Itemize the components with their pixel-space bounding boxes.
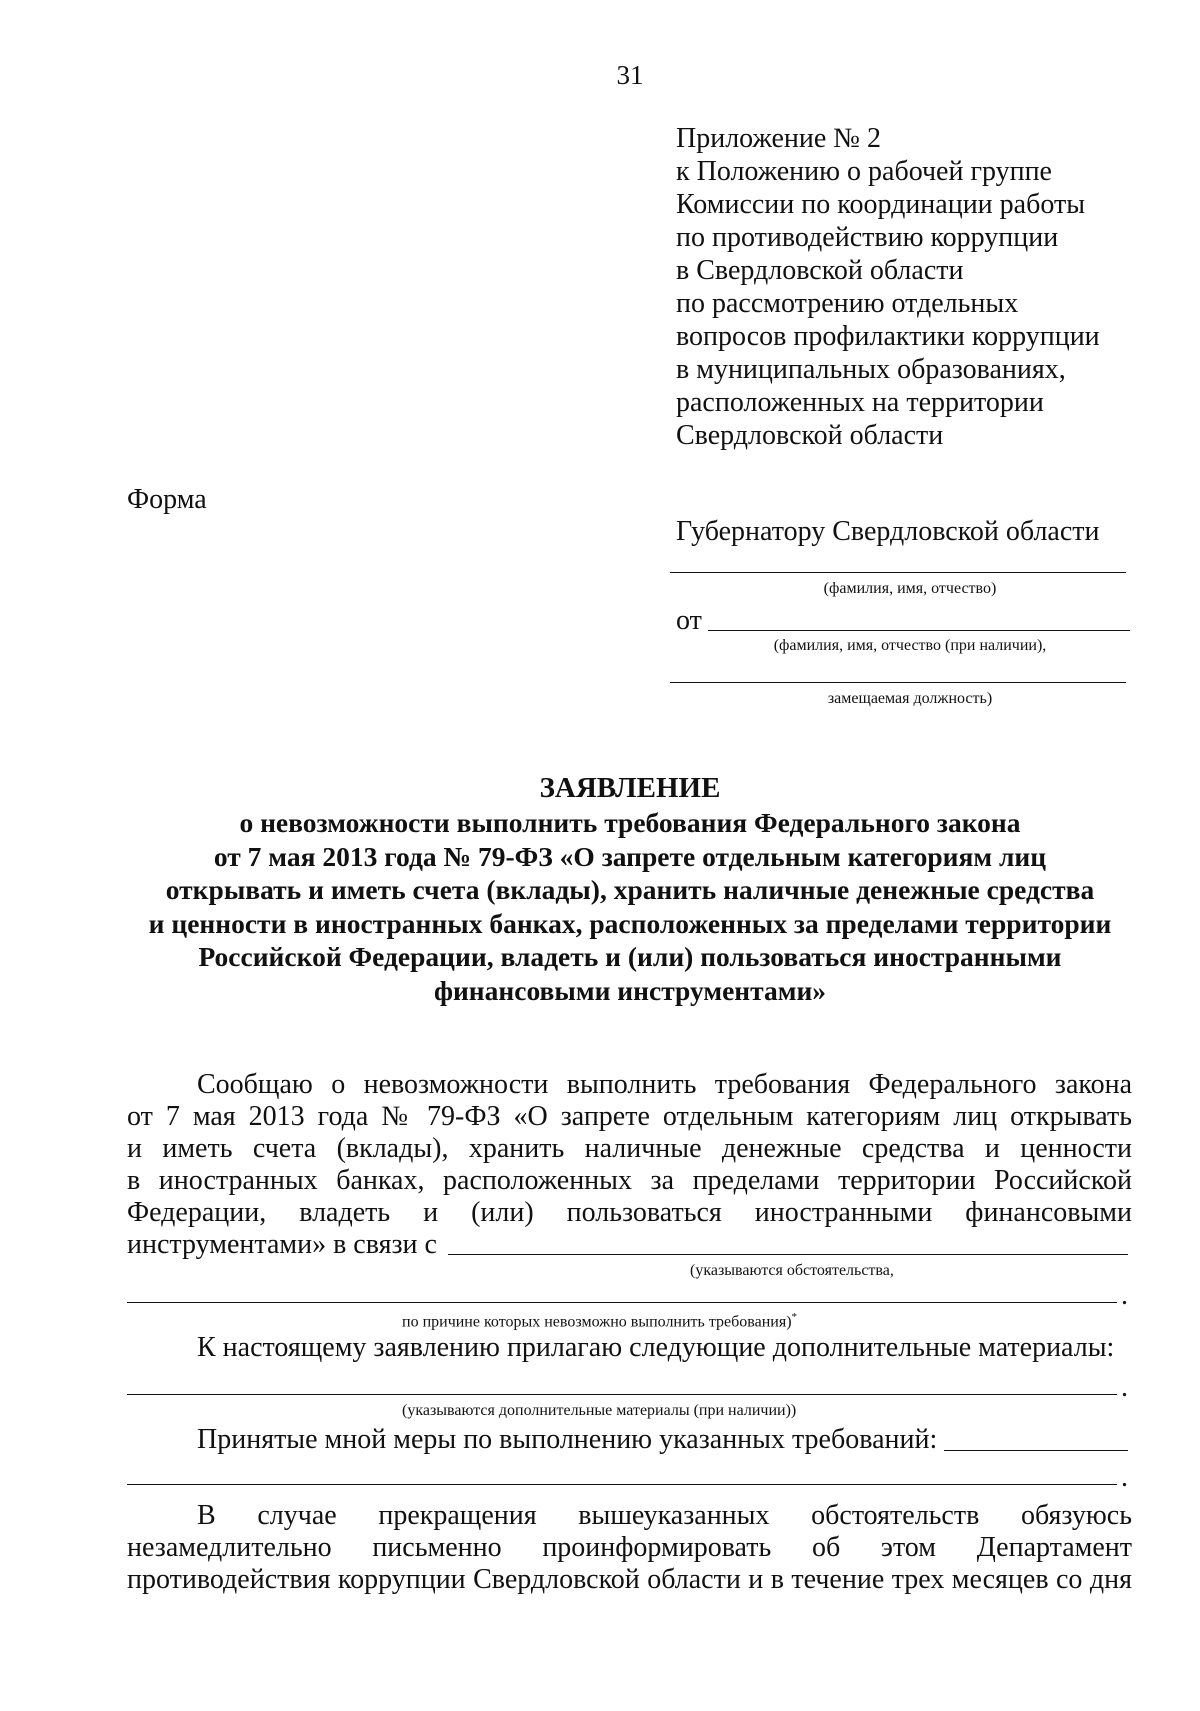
- line-end-dot: .: [1121, 1280, 1128, 1311]
- footnote-mark: *: [791, 1311, 798, 1323]
- appendix-line: в муниципальных образованиях,: [676, 354, 1066, 385]
- caption-materials: (указываются дополнительные материалы (при наличии)): [402, 1402, 797, 1419]
- appendix-line: по противодействию коррупции: [676, 222, 1059, 253]
- subtitle-line: финансовыми инструментами»: [433, 974, 827, 1006]
- circumstances-field-line[interactable]: [448, 1254, 1128, 1255]
- line-end-dot: .: [1121, 1462, 1128, 1493]
- subtitle-line: от 7 мая 2013 года № 79-ФЗ «О запрете отдельным категориям лиц: [213, 840, 1047, 872]
- measures-field-line-2[interactable]: [127, 1484, 1117, 1485]
- body-line: инструментами» в связи с: [127, 1229, 437, 1260]
- circumstances-field-line-2[interactable]: [127, 1302, 1117, 1303]
- body-line: Федерации, владеть и (или) пользоваться иностранными финансовыми: [127, 1197, 1132, 1228]
- caption-reason-text: по причине которых невозможно выполнить требования): [402, 1313, 792, 1331]
- subtitle-line: открывать и иметь счета (вклады), хранить наличные денежные средства: [165, 874, 1095, 905]
- appendix-line: по рассмотрению отдельных: [676, 288, 1019, 319]
- appendix-line: в Свердловской области: [676, 255, 964, 286]
- body-line: противодействия коррупции Свердловской области и в течение трех месяцев со дня: [127, 1564, 1132, 1595]
- caption-reason: [402, 1311, 797, 1331]
- appendix-line: расположенных на территории: [676, 387, 1044, 418]
- measures-field-line[interactable]: [944, 1450, 1128, 1451]
- appendix-line: к Положению о рабочей группе: [676, 156, 1052, 187]
- appendix-block: [676, 122, 1146, 452]
- body-line: в иностранных банках, расположенных за пределами территории Российской: [127, 1165, 1132, 1196]
- materials-field-line[interactable]: [127, 1394, 1117, 1395]
- form-label: Форма: [127, 484, 207, 515]
- body-line: от 7 мая 2013 года № 79-ФЗ «О запрете отдельным категориям лиц открывать: [127, 1101, 1132, 1132]
- caption-circumstances: (указываются обстоятельства,: [690, 1262, 894, 1279]
- caption-from: (фамилия, имя, отчество (при наличии),: [773, 637, 1047, 654]
- subtitle-line: о невозможности выполнить требования Федерального закона: [239, 807, 1021, 838]
- appendix-line: Приложение № 2: [676, 123, 881, 154]
- document-subtitle: [100, 806, 1160, 1007]
- appendix-line: Комиссии по координации работы: [676, 189, 1086, 220]
- body-line: незамедлительно письменно проинформировать об этом Департамент: [127, 1532, 1132, 1563]
- document-title: ЗАЯВЛЕНИЕ: [539, 772, 721, 804]
- attachments-line: К настоящему заявлению прилагаю следующие дополнительные материалы:: [197, 1332, 1115, 1363]
- subtitle-line: и ценности в иностранных банках, расположенных за пределами территории: [148, 907, 1112, 939]
- appendix-line: Свердловской области: [676, 420, 944, 451]
- line-end-dot: .: [1121, 1372, 1128, 1403]
- body-line: и иметь счета (вклады), хранить наличные денежные средства и ценности: [127, 1133, 1132, 1164]
- from-label: от: [676, 605, 702, 636]
- addressee: Губернатору Свердловской области: [676, 516, 1100, 547]
- caption-name: (фамилия, имя, отчество): [823, 580, 997, 597]
- name-field-line[interactable]: [670, 572, 1126, 573]
- page-number: 31: [616, 60, 644, 90]
- caption-position: замещаемая должность): [827, 690, 993, 707]
- appendix-line: вопросов профилактики коррупции: [676, 321, 1100, 352]
- body-line: Сообщаю о невозможности выполнить требования Федерального закона: [197, 1069, 1132, 1100]
- from-field-line[interactable]: [708, 630, 1130, 631]
- position-field-line[interactable]: [670, 682, 1126, 683]
- measures-line: Принятые мной меры по выполнению указанных требований:: [197, 1424, 938, 1455]
- subtitle-line: Российской Федерации, владеть и (или) пользоваться иностранными: [198, 941, 1062, 972]
- body-line: В случае прекращения вышеуказанных обстоятельств обязуюсь: [197, 1500, 1132, 1531]
